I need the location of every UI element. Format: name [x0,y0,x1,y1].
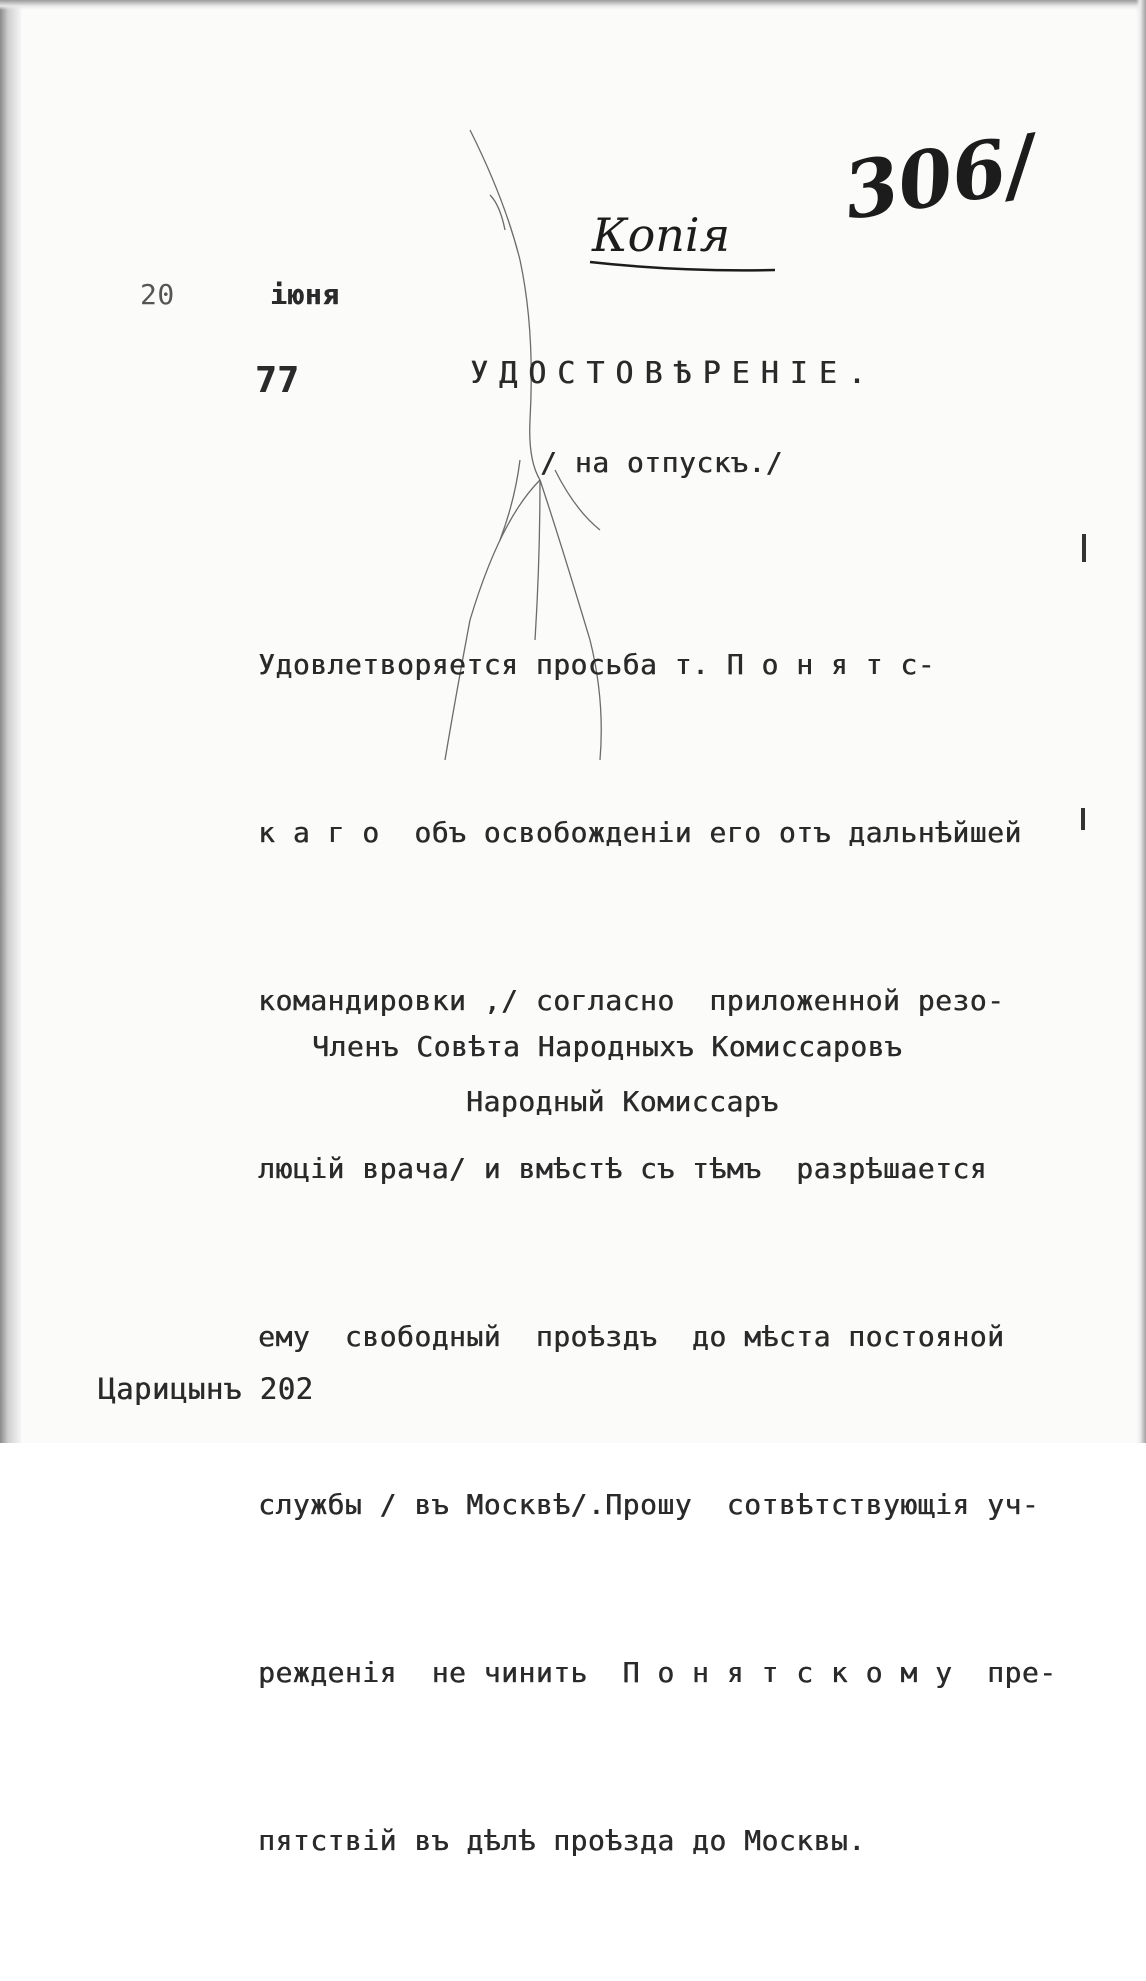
copy-underline [590,262,775,270]
document-number: 77 [255,360,300,401]
date-day: 20 [140,278,175,311]
margin-tick [1082,534,1086,562]
signature-title-1: Членъ Совѣта Народныхъ Комиссаровъ [312,1030,903,1063]
archive-number: 306/ [838,118,1042,238]
body-line: ему свободный проѣздъ до мѣста постояной [258,1320,1005,1353]
document-body [258,525,1056,1981]
date-month: iюня [270,278,340,311]
place-of-issue: Царицынъ 202 [98,1372,314,1406]
body-line: командировки ,/ согласно приложенной резо- [258,984,1005,1017]
body-line: к а г о объ освобожденiи его отъ дальнѣйшей [258,816,1022,849]
signature-title-2: Народный Комиссаръ [466,1085,779,1118]
body-line: люцiй врача/ и вмѣстѣ съ тѣмъ разрѣшается [258,1152,988,1185]
body-line: пятствiй въ дѣлѣ проѣзда до Москвы. [258,1824,866,1857]
body-line: режденiя не чинить П о н я т с к о м у пре- [258,1656,1057,1689]
body-line: Удовлетворяется просьба т. П о н я т с- [258,648,935,681]
margin-tick [1081,808,1085,830]
body-line: службы / въ Москвѣ/.Прошу сотвѣтствующiя уч- [258,1488,1040,1521]
copy-mark: Копiя [592,208,731,262]
document-title: УДОСТОВѢРЕНIЕ. [470,356,877,391]
document-subtitle: / на отпускъ./ [540,446,784,479]
